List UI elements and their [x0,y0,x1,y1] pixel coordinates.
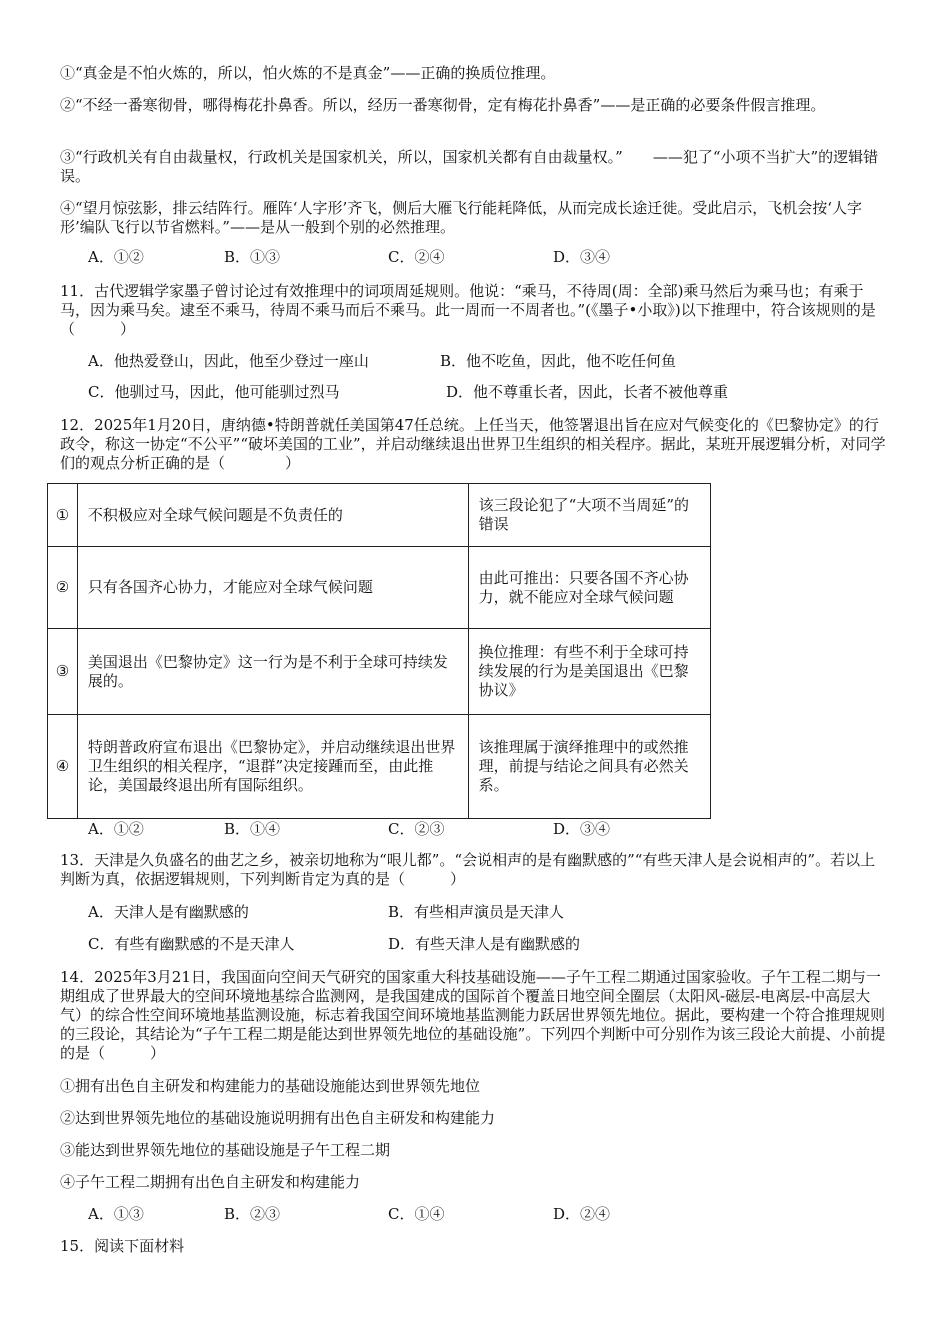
q13-option-a[interactable]: A．天津人是有幽默感的 [88,903,249,921]
q12-table-row [48,484,711,547]
q10-item-3: ③“行政机关有自由裁量权，行政机关是国家机关，所以，国家机关都有自由裁量权。” ——犯了“小项不当扩大”的逻辑错误。 [60,148,879,185]
q12-option-b[interactable]: B．①④ [224,820,281,838]
q15-stem: 15．阅读下面材料 [60,1237,185,1255]
q12-row-premise: 特朗普政府宣布退出《巴黎协定》，并启动继续退出世界卫生组织的相关程序，“退群”决定接踵而至，由此推论，美国最终退出所有国际组织。 [77,715,468,819]
q12-row-analysis: 由此可推出：只要各国不齐心协力，就不能应对全球气候问题 [468,547,710,629]
q14-item-3: ③能达到世界领先地位的基础设施是子午工程二期 [60,1141,391,1159]
q10-option-a[interactable]: A．①② [88,248,144,266]
q12-table-row [48,629,711,715]
q13-option-d[interactable]: D．有些天津人是有幽默感的 [388,935,581,953]
q11-stem: 11．古代逻辑学家墨子曾讨论过有效推理中的词项周延规则。他说：“乘马，不待周(周：全部)乘马然后为乘马也；有乘于马，因为乘马矣。逮至不乘马，待周不乘马而后不乘马。此一周而一不周者也。”(《墨子•小取》)以下推理中，符合该规则的是（ ） [60,282,876,338]
q14-item-2: ②达到世界领先地位的基础设施说明拥有出色自主研发和构建能力 [60,1109,496,1127]
q11-option-c[interactable]: C．他驯过马，因此，他可能驯过烈马 [88,383,340,401]
q12-row-analysis: 该三段论犯了“大项不当周延”的错误 [468,484,710,547]
q11-option-b[interactable]: B．他不吃鱼，因此，他不吃任何鱼 [440,352,677,370]
q12-table-row [48,715,711,819]
q12-table [47,483,711,819]
q14-stem: 14．2025年3月21日，我国面向空间天气研究的国家重大科技基础设施——子午工程二期通过国家验收。子午工程二期与一期组成了世界最大的空间环境地基综合监测网，是我国建成的国际首个覆盖日地空间全圈层（太阳风-磁层-电离层-中高层大气）的综合性空间环境地基监测设施，标志着我国空间环境地基监测能力跃居世界领先地位。据此，要构建一个符合推理规则的三段论，其结论为“子午工程二期是能达到世界领先地位的基础设施”。下列四个判断中可分别作为该三段论大前提、小前提的是（ ） [60,968,886,1062]
q12-row-premise: 只有各国齐心协力，才能应对全球气候问题 [77,547,468,629]
q14-option-b[interactable]: B．②③ [224,1205,281,1223]
q12-row-analysis: 该推理属于演绎推理中的或然推理，前提与结论之间具有必然关系。 [468,715,710,819]
q14-option-c[interactable]: C．①④ [388,1205,445,1223]
q12-option-d[interactable]: D．③④ [553,820,611,838]
q14-item-4: ④子午工程二期拥有出色自主研发和构建能力 [60,1173,361,1191]
q12-option-c[interactable]: C．②③ [388,820,445,838]
q13-option-b[interactable]: B．有些相声演员是天津人 [388,903,565,921]
q12-row-number: ① [48,484,78,547]
q12-row-number: ② [48,547,78,629]
q12-stem: 12．2025年1月20日，唐纳德•特朗普就任美国第47任总统。上任当天，他签署退出旨在应对气候变化的《巴黎协定》的行政令，称这一协定“不公平”“破坏美国的工业”，并启动继续退出世界卫生组织的相关程序。据此，某班开展逻辑分析，对同学们的观点分析正确的是（ ） [60,416,886,472]
q10-option-b[interactable]: B．①③ [224,248,281,266]
q11-option-d[interactable]: D．他不尊重长者，因此，长者不被他尊重 [446,383,729,401]
q14-item-1: ①拥有出色自主研发和构建能力的基础设施能达到世界领先地位 [60,1077,481,1095]
q10-item-4: ④“望月惊弦影，排云结阵行。雁阵‘人字形’齐飞，侧后大雁飞行能耗降低，从而完成长途迁徙。受此启示，飞机会按‘人字形’编队飞行以节省燃料。”——是从一般到个别的必然推理。 [60,199,862,236]
q11-option-a[interactable]: A．他热爱登山，因此，他至少登过一座山 [88,352,369,370]
q12-row-premise: 不积极应对全球气候问题是不负责任的 [77,484,468,547]
q12-row-premise: 美国退出《巴黎协定》这一行为是不利于全球可持续发展的。 [77,629,468,715]
q10-option-d[interactable]: D．③④ [553,248,611,266]
q12-row-analysis: 换位推理：有些不利于全球可持续发展的行为是美国退出《巴黎协议》 [468,629,710,715]
q13-stem: 13．天津是久负盛名的曲艺之乡，被亲切地称为“哏儿都”。“会说相声的是有幽默感的”“有些天津人是会说相声的”。若以上判断为真，依据逻辑规则，下列判断肯定为真的是（ ） [60,851,876,888]
q12-option-a[interactable]: A．①② [88,820,144,838]
q14-option-a[interactable]: A．①③ [88,1205,144,1223]
q14-option-d[interactable]: D．②④ [553,1205,611,1223]
q12-row-number: ③ [48,629,78,715]
q12-table-row [48,547,711,629]
q13-option-c[interactable]: C．有些有幽默感的不是天津人 [88,935,295,953]
q10-option-c[interactable]: C．②④ [388,248,445,266]
q10-item-2: ②“不经一番寒彻骨，哪得梅花扑鼻香。所以，经历一番寒彻骨，定有梅花扑鼻香”——是正确的必要条件假言推理。 [60,96,826,114]
q10-item-1: ①“真金是不怕火炼的，所以，怕火炼的不是真金”——正确的换质位推理。 [60,64,556,82]
q12-row-number: ④ [48,715,78,819]
